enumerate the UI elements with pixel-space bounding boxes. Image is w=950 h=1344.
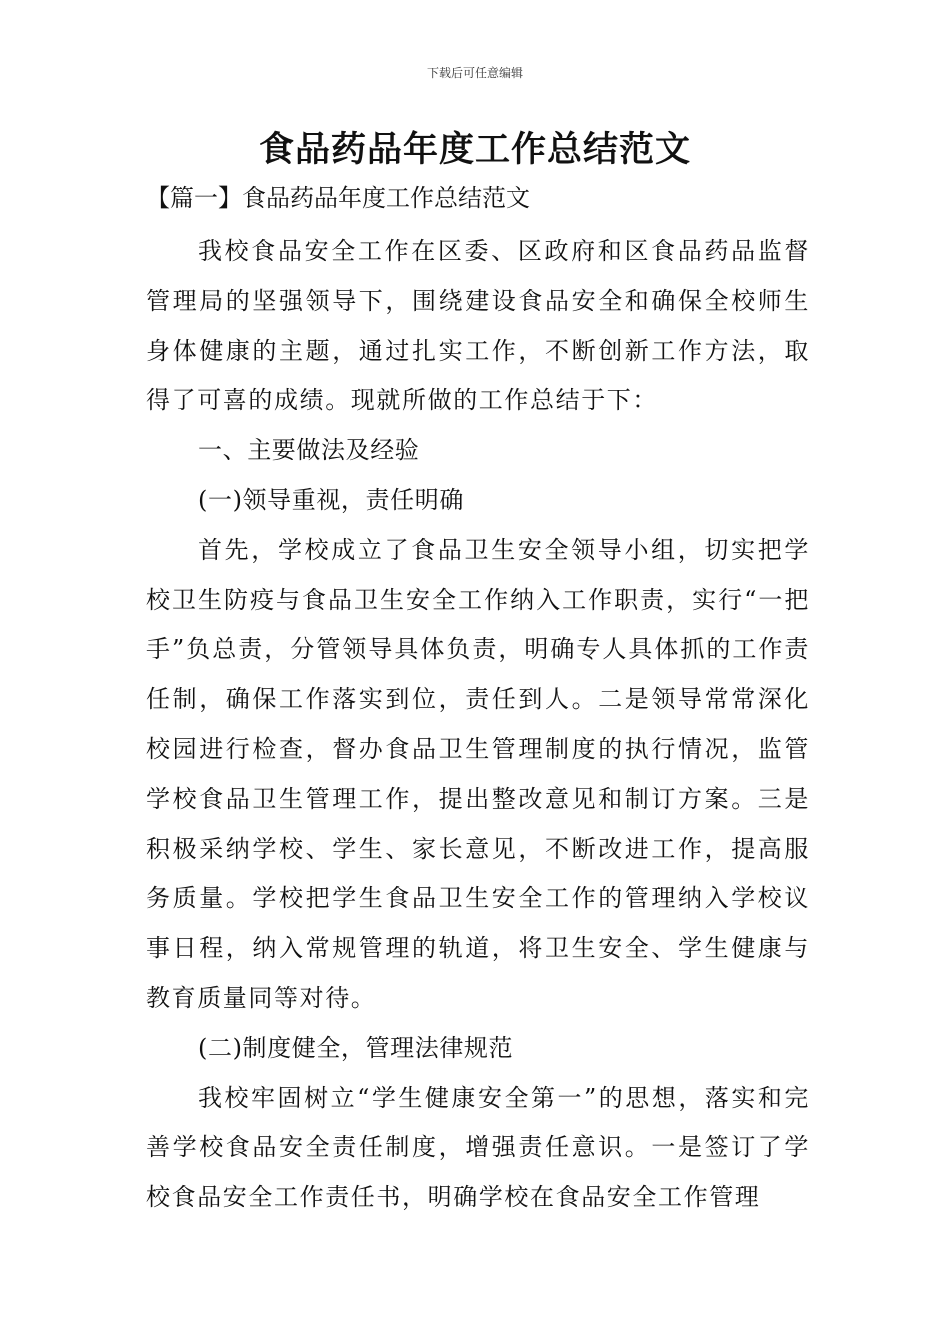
subheading-leadership: (一)领导重视，责任明确	[198, 485, 464, 514]
header-note: 下载后可任意编辑	[426, 66, 523, 80]
document-title: 食品药品年度工作总结范文	[258, 130, 691, 170]
subheading-main-practices: 一、主要做法及经验	[198, 436, 420, 465]
document-body	[146, 227, 810, 1223]
paragraph-leadership: 首先，学校成立了食品卫生安全领导小组，切实把学校卫生防疫与食品卫生安全工作纳入工作职责，实行“一把手”负总责，分管领导具体负责，明确专人具体抓的工作责任制，确保工作落实到位，责任到人。二是领导常常深化校园进行检查，督办食品卫生管理制度的执行情况，监管学校食品卫生管理工作，提出整改意见和制订方案。三是积极采纳学校、学生、家长意见，不断改进工作，提高服务质量。学校把学生食品卫生安全工作的管理纳入学校议事日程，纳入常规管理的轨道，将卫生安全、学生健康与教育质量同等对待。	[146, 535, 810, 1012]
paragraph-intro: 我校食品安全工作在区委、区政府和区食品药品监督管理局的坚强领导下，围绕建设食品安全和确保全校师生身体健康的主题，通过扎实工作，不断创新工作方法，取得了可喜的成绩。现就所做的工作总结于下：	[146, 237, 810, 415]
section-heading: 【篇一】食品药品年度工作总结范文	[146, 184, 530, 212]
paragraph-system: 我校牢固树立“学生健康安全第一”的思想，落实和完善学校食品安全责任制度，增强责任意识。一是签订了学校食品安全工作责任书，明确学校在食品安全工作管理	[146, 1083, 810, 1212]
subheading-system: (二)制度健全，管理法律规范	[198, 1033, 514, 1062]
